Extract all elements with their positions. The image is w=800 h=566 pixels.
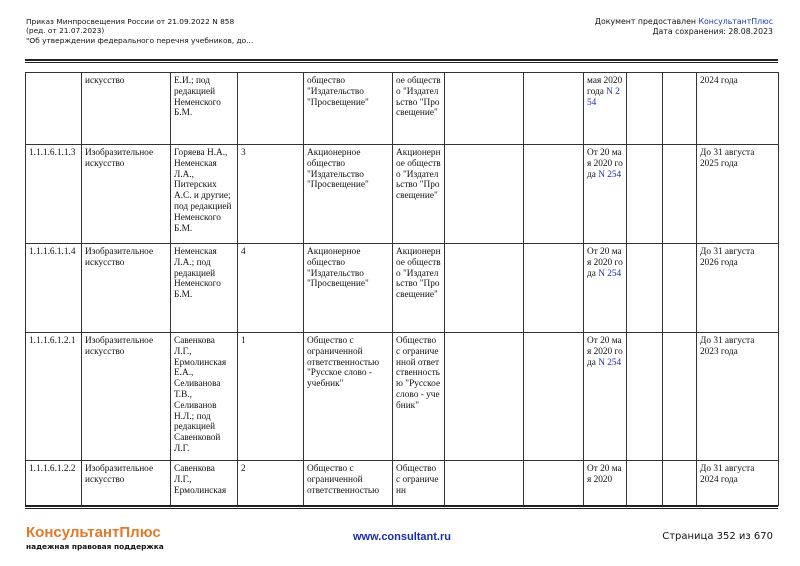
cell-cell (627, 333, 663, 461)
cell-date (584, 73, 627, 145)
cell-date (584, 333, 627, 461)
provider-link[interactable]: КонсультантПлюс (698, 17, 773, 26)
cell-item-number: 1.1.1.6.1.1.4 (26, 244, 82, 333)
cell-subject: Изобразительное искусство (82, 145, 171, 244)
saved-date: Дата сохранения: 28.08.2023 (652, 27, 773, 36)
cell-publisher-short: Общество с ограниченн (393, 461, 445, 506)
cell-grade: 3 (238, 145, 304, 244)
table-row (26, 461, 779, 506)
cell-date (584, 461, 627, 506)
cell-publisher: общество "Издательство "Просвещение" (304, 73, 393, 145)
textbook-table (25, 72, 779, 506)
cell-cell (663, 461, 697, 506)
cell-date (584, 244, 627, 333)
table-row (26, 73, 779, 145)
header-line: "Об утверждении федерального перечня учебников, до... (26, 35, 254, 45)
provided-label: Документ предоставлен (594, 17, 699, 26)
cell-subject: Изобразительное искусство (82, 333, 171, 461)
cell-item-number: 1.1.1.6.1.2.2 (26, 461, 82, 506)
approval-date: От 20 мая 2020 (587, 464, 622, 485)
page-number: Страница 352 из 670 (662, 531, 773, 542)
cell-cell (524, 244, 584, 333)
approval-date: От 20 мая 2020 года (587, 148, 623, 180)
cell-authors: Савенкова Л.Г., Ермолинская Е.А., Селиванова Т.В., Селиванов Н.Л.; под редакцией Савенковой Л.Г. (171, 333, 238, 461)
cell-subject: Изобразительное искусство (82, 244, 171, 333)
cell-cell (663, 333, 697, 461)
footer-divider (25, 505, 778, 509)
cell-item-number: 1.1.1.6.1.2.1 (26, 333, 82, 461)
cell-cell (627, 461, 663, 506)
cell-publisher: Общество с ограниченной ответственностью (304, 461, 393, 506)
cell-until: До 31 августа 2025 года (697, 145, 779, 244)
cell-item-number: 1.1.1.6.1.1.3 (26, 145, 82, 244)
cell-until: До 31 августа 2024 года (697, 461, 779, 506)
table-row (26, 333, 779, 461)
order-link[interactable]: N 254 (598, 357, 622, 368)
cell-item-number (26, 73, 82, 145)
cell-publisher-short: ое общество "Издательство "Просвещение" (393, 73, 445, 145)
cell-cell (445, 244, 524, 333)
order-link[interactable]: N 254 (587, 86, 620, 108)
cell-cell (663, 145, 697, 244)
cell-grade: 1 (238, 333, 304, 461)
cell-grade: 2 (238, 461, 304, 506)
table-row (26, 145, 779, 244)
order-link[interactable]: N 254 (598, 169, 622, 180)
cell-cell (524, 461, 584, 506)
cell-until: 2024 года (697, 73, 779, 145)
cell-publisher-short: Акционерное общество "Издательство "Просвещение" (393, 145, 445, 244)
cell-cell (663, 73, 697, 145)
cell-cell (524, 73, 584, 145)
cell-until: До 31 августа 2023 года (697, 333, 779, 461)
cell-cell (445, 73, 524, 145)
cell-cell (627, 244, 663, 333)
cell-subject: Изобразительное искусство (82, 461, 171, 506)
cell-publisher-short: Общество с ограниченной ответственностью "Русское слово - учебник" (393, 333, 445, 461)
cell-authors: Савенкова Л.Г., Ермолинская (171, 461, 238, 506)
cell-authors: Е.И.; под редакцией Неменского Б.М. (171, 73, 238, 145)
header-divider (25, 59, 778, 63)
cell-cell (445, 461, 524, 506)
cell-publisher: Акционерное общество "Издательство "Просвещение" (304, 145, 393, 244)
cell-cell (627, 73, 663, 145)
cell-publisher: Общество с ограниченной ответственностью "Русское слово - учебник" (304, 333, 393, 461)
logo-name: КонсультантПлюс (26, 524, 161, 541)
cell-authors: Горяева Н.А., Неменская Л.А., Питерских А.С. и другие; под редакцией Неменского Б.М. (171, 145, 238, 244)
header-line: (ред. от 21.07.2023) (26, 26, 105, 36)
cell-until: До 31 августа 2026 года (697, 244, 779, 333)
site-link[interactable]: www.consultant.ru (353, 531, 451, 543)
cell-cell (445, 333, 524, 461)
approval-date: мая 2020 года (587, 76, 623, 97)
cell-cell (663, 244, 697, 333)
cell-grade: 4 (238, 244, 304, 333)
cell-cell (627, 145, 663, 244)
cell-grade (238, 73, 304, 145)
cell-cell (524, 333, 584, 461)
cell-publisher: Акционерное общество "Издательство "Просвещение" (304, 244, 393, 333)
cell-authors: Неменская Л.А.; под редакцией Неменского Б.М. (171, 244, 238, 333)
cell-cell (445, 145, 524, 244)
order-link[interactable]: N 254 (598, 268, 622, 279)
consultant-logo (26, 524, 164, 551)
cell-subject: искусство (82, 73, 171, 145)
cell-date (584, 145, 627, 244)
cell-cell (524, 145, 584, 244)
table-row (26, 244, 779, 333)
document-header-info (26, 17, 253, 45)
document-provider-info (595, 17, 773, 37)
cell-publisher-short: Акционерное общество "Издательство "Просвещение" (393, 244, 445, 333)
logo-tagline: надежная правовая поддержка (26, 542, 164, 551)
approval-date: От 20 мая 2020 года (587, 247, 623, 279)
header-line: Приказ Минпросвещения России от 21.09.2022 N 858 (26, 17, 235, 26)
approval-date: От 20 мая 2020 года (587, 336, 623, 368)
